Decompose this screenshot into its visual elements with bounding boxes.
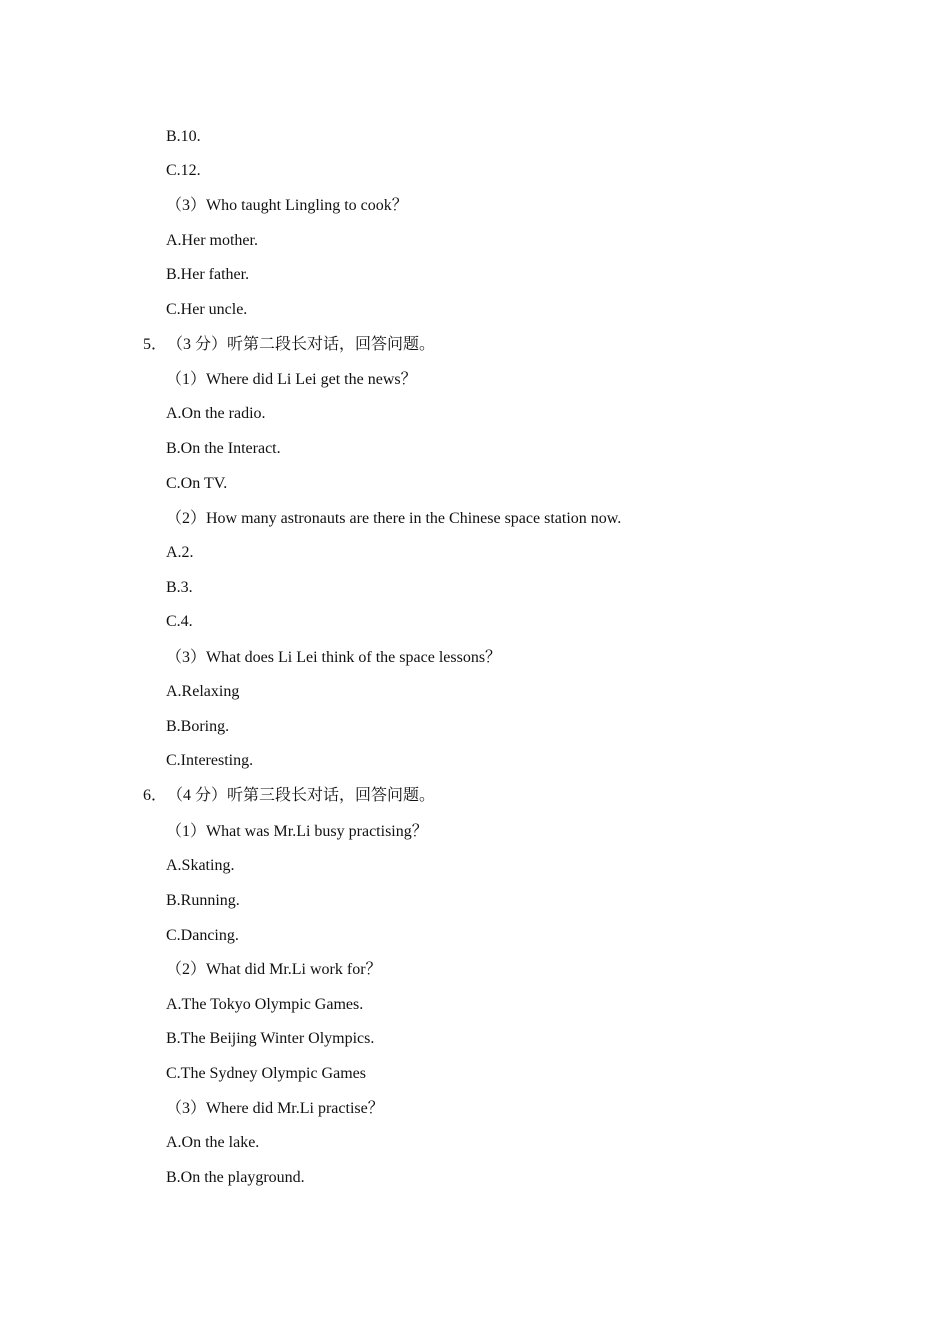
- question-6-heading: [143, 786, 435, 806]
- option-b-her-father: B.Her father.: [166, 266, 250, 283]
- q6-1-option-b: B.Running.: [166, 892, 240, 909]
- q5-2-option-c: C.4.: [166, 613, 193, 630]
- q5-1-option-a: A.On the radio.: [166, 405, 266, 422]
- q5-1-option-c: C.On TV.: [166, 475, 228, 492]
- q6-2-option-a: A.The Tokyo Olympic Games.: [166, 996, 364, 1013]
- q6-1-option-c: C.Dancing.: [166, 927, 239, 944]
- q6-sub-question-2: （2）What did Mr.Li work for？: [166, 961, 382, 978]
- option-a-her-mother: A.Her mother.: [166, 232, 258, 249]
- q5-3-option-c: C.Interesting.: [166, 752, 254, 769]
- q5-3-option-b: B.Boring.: [166, 718, 230, 735]
- q6-sub-question-3: （3）Where did Mr.Li practise？: [166, 1100, 384, 1117]
- question-heading-text: （3 分）听第二段长对话，回答问题。: [167, 336, 436, 353]
- q6-3-option-a: A.On the lake.: [166, 1134, 260, 1151]
- question-5-heading: [143, 335, 435, 355]
- q6-2-option-c: C.The Sydney Olympic Games: [166, 1065, 366, 1082]
- q5-sub-question-2: （2）How many astronauts are there in the Chinese space station now.: [166, 510, 622, 527]
- q5-1-option-b: B.On the Interact.: [166, 440, 281, 457]
- option-c-her-uncle: C.Her uncle.: [166, 301, 248, 318]
- question-heading-text: （4 分）听第三段长对话，回答问题。: [167, 787, 436, 804]
- q6-1-option-a: A.Skating.: [166, 857, 235, 874]
- option-b-10: B.10.: [166, 128, 201, 145]
- option-c-12: C.12.: [166, 162, 201, 179]
- q6-3-option-b: B.On the playground.: [166, 1169, 305, 1186]
- q6-sub-question-1: （1）What was Mr.Li busy practising？: [166, 823, 428, 840]
- sub-question-3-lingling: （3）Who taught Lingling to cook？: [166, 197, 408, 214]
- question-number: 6．: [143, 787, 168, 804]
- question-number: 5．: [143, 336, 168, 353]
- q5-sub-question-3: （3）What does Li Lei think of the space lessons？: [166, 649, 502, 666]
- q5-sub-question-1: （1）Where did Li Lei get the news？: [166, 371, 417, 388]
- q5-2-option-b: B.3.: [166, 579, 193, 596]
- q5-2-option-a: A.2.: [166, 544, 194, 561]
- q6-2-option-b: B.The Beijing Winter Olympics.: [166, 1030, 375, 1047]
- q5-3-option-a: A.Relaxing: [166, 683, 240, 700]
